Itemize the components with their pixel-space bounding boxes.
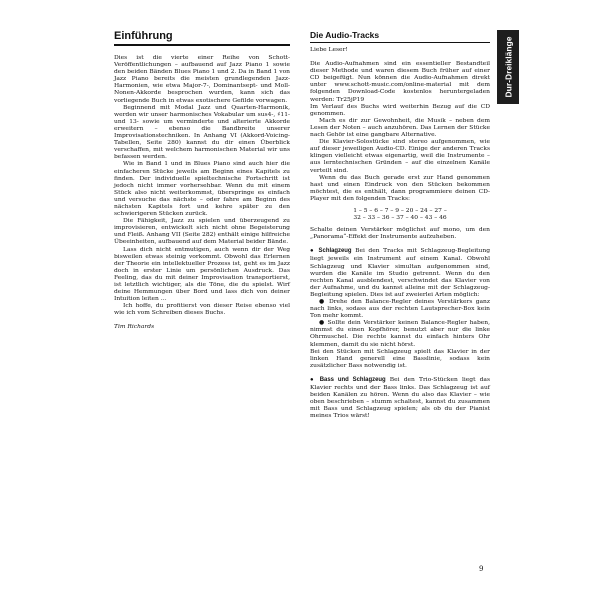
intro-paragraph: Ich hoffe, du profitierst von dieser Reise ebenso viel wie ich vom Schreiben dieses Buchs. bbox=[114, 302, 290, 317]
bass-drums-label: ● Bass und Schlagzeug bbox=[310, 376, 386, 383]
intro-paragraph: Dies ist die vierte einer Reihe von Schott-Veröffentlichungen – aufbauend auf Jazz Piano 1 sowie den beiden Bänden Blues Piano 1 und 2. Da in Band 1 von Jazz Piano bereits die meisten grundlegenden Jazz-Harmonien, wie etwa Major-7-, Dominantsept- und Moll-Nonen-Akkorde besprochen wurden, kann sich das vorliegende Buch in etwas exotischere Gefilde vorwagen. bbox=[114, 54, 290, 104]
introduction-column bbox=[114, 30, 290, 331]
drums-text: Bei den Tracks mit Schlagzeug-Begleitung liegt jeweils ein Instrument auf einem Kanal. Obwohl Schlagzeug und Klavier simultan aufgenommen sind, wurden die Kanäle im Studio getrennt. Wenn du den rechten Kanal ausblendest, verschwindet das Klavier von der Aufnahme, und du kannst alleine mit der Schlagzeug-Begleitung spielen. Dies ist auf zweierlei Arten möglich: bbox=[310, 247, 490, 298]
audio-paragraph: Wenn du das Buch gerade erst zur Hand genommen hast und einen Eindruck von den Stücken bekommen möchtest, die es enthält, dann programmiere deinen CD-Player mit den folgenden Tracks: bbox=[310, 173, 490, 202]
audio-paragraph: Schalte deinen Verstärker möglichst auf mono, um den „Panorama“-Effekt der Instrumente aufzuheben. bbox=[310, 226, 490, 241]
intro-paragraph: Die Fähigkeit, Jazz zu spielen und überzeugend zu improvisieren, entwickelt sich nicht ohne Begeisterung und Fleiß. Anhang VII (Seite 282) enthält einige hilfreiche Übeeinheiten, aufbauend auf dem Material beider Bände. bbox=[114, 217, 290, 246]
bass-drums-section bbox=[310, 376, 490, 420]
drums-note: Bei den Stücken mit Schlagzeug spielt das Klavier in der linken Hand generell eine Basslinie, sodass kein zusätzlicher Bass notwendig ist. bbox=[310, 347, 490, 369]
audio-paragraph: Die Klavier-Solostücke sind stereo aufgenommen, wie auf dieser jeweiligen Audio-CD. Einige der anderen Tracks klingen vielleicht etwas eigenartig, weil die Instrumente – aus lerntechnischen Gründen – auf die einzelnen Kanäle verteilt sind. bbox=[310, 138, 490, 174]
chapter-side-tab-label: Dur-Dreiklänge bbox=[503, 36, 513, 98]
audio-tracks-column bbox=[310, 30, 490, 420]
drums-section bbox=[310, 247, 490, 298]
intro-paragraph: Wie in Band 1 und in Blues Piano sind auch hier die einfacheren Stücke jeweils am Beginn eines Kapitels zu finden. Der individuelle spieltechnische Fortschritt ist jedoch nicht immer vorhersehbar. Wenn du mit einem Stück also nicht weiterkommst, überspringe es einfach und versuche das nächste – oder fahre am Beginn des nächsten Kapitels fort und kehre später zu den schwierigeren Stücken zurück. bbox=[114, 160, 290, 218]
section-heading-audio-tracks: Die Audio-Tracks bbox=[310, 30, 490, 43]
track-list-line: 1 – 5 – 6 – 7 – 9 – 20 – 24 – 27 – bbox=[353, 206, 447, 214]
intro-paragraph: Lass dich nicht entmutigen, auch wenn dir der Weg bisweilen etwas steinig vorkommt. Obwohl das Erlernen der Theorie ein intellektueller Prozess ist, geht es im Jazz doch in erster Linie um persönlichen Ausdruck. Das Feeling, das du mit deiner Improvisation transportierst, ist letztlich wichtiger, als die Töne, die du spielst. Wirf deine Hemmungen über Bord und lass dich von deiner Intuition leiten … bbox=[114, 245, 290, 303]
drums-label: ● Schlagzeug bbox=[310, 248, 352, 255]
intro-paragraph: Beginnend mit Modal Jazz und Quarten-Harmonik, werden wir unser harmonisches Vokabular um sus4-, ♯11- und 13- sowie um verminderte und alterierte Akkorde erweitern – ebenso die Bandbreite unserer Improvisationstechniken. In Anhang VI (Akkord-Voicing-Tabellen, Seite 280) kannst du dir einen Überblick verschaffen, mit welchem harmonischen Material wir uns befassen werden. bbox=[114, 103, 290, 161]
track-list-line: 32 – 33 – 36 – 37 – 40 – 43 – 46 bbox=[353, 214, 447, 222]
greeting: Liebe Leser! bbox=[310, 46, 348, 53]
drums-option: ● Sollte dein Verstärker keinen Balance-Regler haben, nimmst du einen Kopfhörer, benutzt aber nur die linke Ohrmuschel. Die rechte kannst du einfach hinters Ohr klemmen, damit du sie nicht hörst. bbox=[310, 319, 490, 348]
audio-paragraph: Im Verlauf des Buchs wird weiterhin Bezug auf die CD genommen. bbox=[310, 102, 490, 117]
author-signature: Tim Richards bbox=[114, 323, 155, 331]
audio-paragraph: Mach es dir zur Gewohnheit, die Musik – neben dem Lesen der Noten – auch anzuhören. Das Lernen der Stücke nach Gehör ist eine gangbare Alternative. bbox=[310, 116, 490, 139]
chapter-side-tab bbox=[497, 30, 519, 104]
section-heading-introduction: Einführung bbox=[114, 30, 290, 46]
bass-drums-text: Bei den Trio-Stücken liegt das Klavier rechts und der Bass links. Das Schlagzeug ist auf beiden Kanälen zu hören. Wenn du also das Klavier – wie oben beschrieben – stumm schaltest, kannst du zusammen mit Bass und Schlagzeug spielen; als ob du der Pianist meines Trios wärst! bbox=[310, 375, 490, 420]
track-list bbox=[310, 207, 490, 221]
page-number: 9 bbox=[479, 565, 484, 573]
audio-paragraph: Die Audio-Aufnahmen sind ein essentieller Bestandteil dieser Methode und waren diesem Buch früher auf einer CD beigefügt. Nun können die Audio-Aufnahmen direkt unter www.schott-music.com/online-material mit dem folgenden Download-Code kostenlos heruntergeladen werden: Tr25jP19 bbox=[310, 60, 490, 103]
drums-option: ● Drehe den Balance-Regler deines Verstärkers ganz nach links, sodass aus der rechten Lautsprecher-Box kein Ton mehr kommt. bbox=[310, 298, 490, 320]
